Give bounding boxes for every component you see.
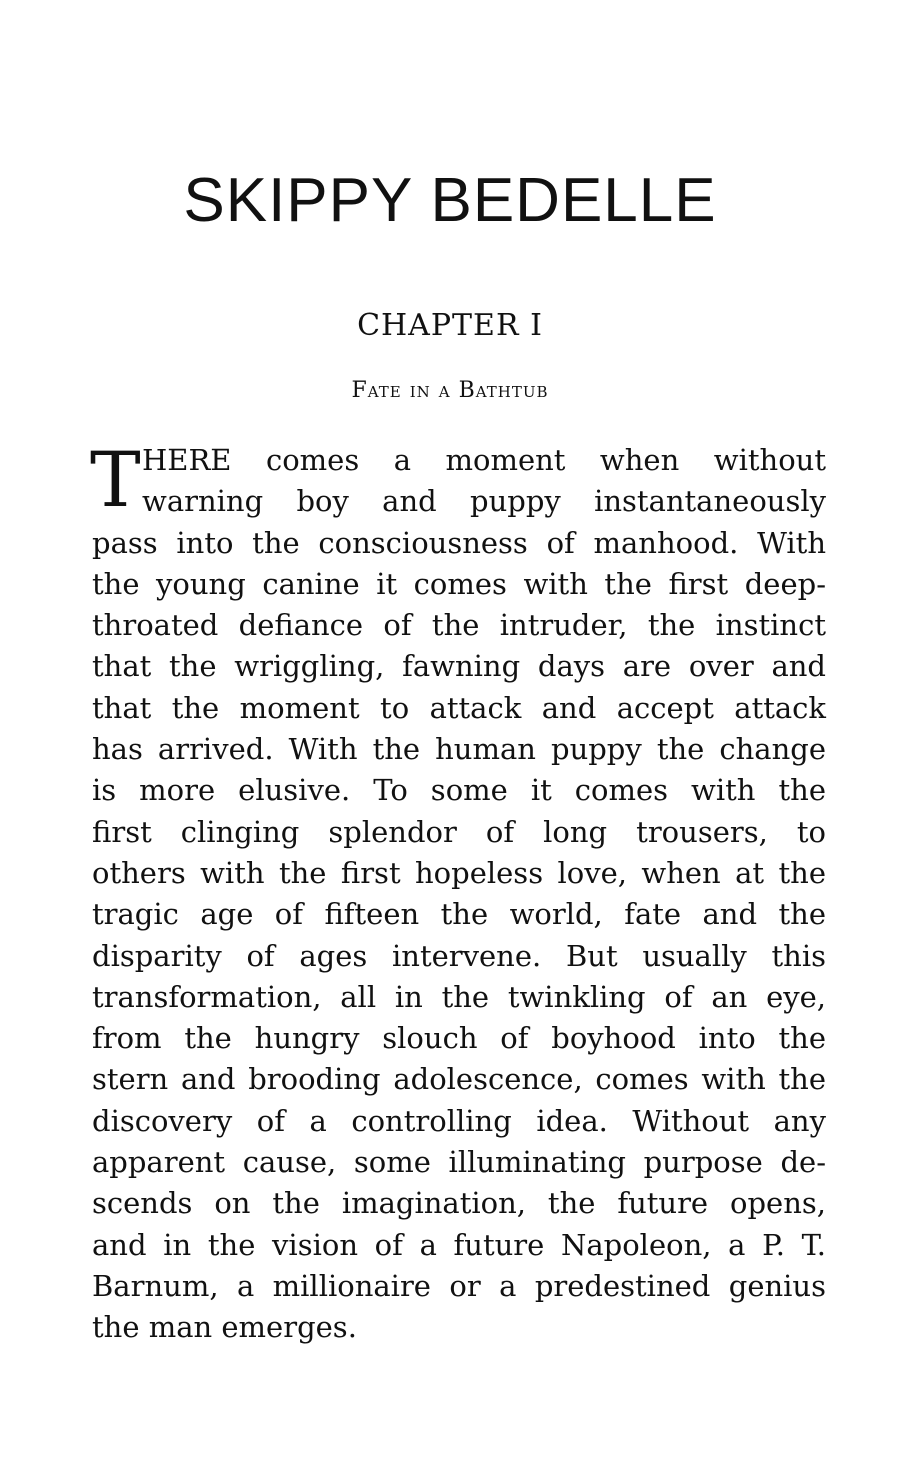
text-line: throated defiance of the intruder, the instinct [92,608,826,643]
text-line: pass into the consciousness of manhood. With [92,525,826,560]
text-line: the man emerges. [92,1310,357,1345]
chapter-number: CHAPTER I [357,308,543,343]
text-line: apparent cause, some illuminating purpose de- [92,1145,826,1180]
text-line: others with the first hopeless love, when at the [92,855,826,890]
text-line: first clinging splendor of long trousers, to [92,814,826,849]
text-line: discovery of a controlling idea. Without any [92,1103,826,1138]
text-line: from the hungry slouch of boyhood into the [92,1021,826,1056]
drop-cap: T [90,435,141,524]
text-line: disparity of ages intervene. But usually this [92,938,826,973]
text-line: HERE comes a moment when without [142,443,826,477]
text-line: stern and brooding adolescence, comes with the [92,1062,826,1097]
text-line: has arrived. With the human puppy the change [92,732,826,767]
book-title: SKIPPY BEDELLE [183,166,717,235]
chapter-body [90,435,826,1349]
text-line: Barnum, a millionaire or a predestined genius [92,1268,826,1303]
text-line: that the wriggling, fawning days are over and [92,649,826,684]
text-line: the young canine it comes with the first deep- [92,566,826,601]
text-line: tragic age of fifteen the world, fate and the [92,897,826,932]
text-line: scends on the imagination, the future opens, [92,1186,826,1221]
text-line: is more elusive. To some it comes with the [92,773,826,808]
text-line: warning boy and puppy instantaneously [142,484,826,519]
chapter-title: Fate in a Bathtub [351,378,549,403]
text-line: that the moment to attack and accept attack [92,690,826,725]
text-line: and in the vision of a future Napoleon, a P. T. [92,1227,826,1262]
text-line: transformation, all in the twinkling of an eye, [92,979,826,1014]
